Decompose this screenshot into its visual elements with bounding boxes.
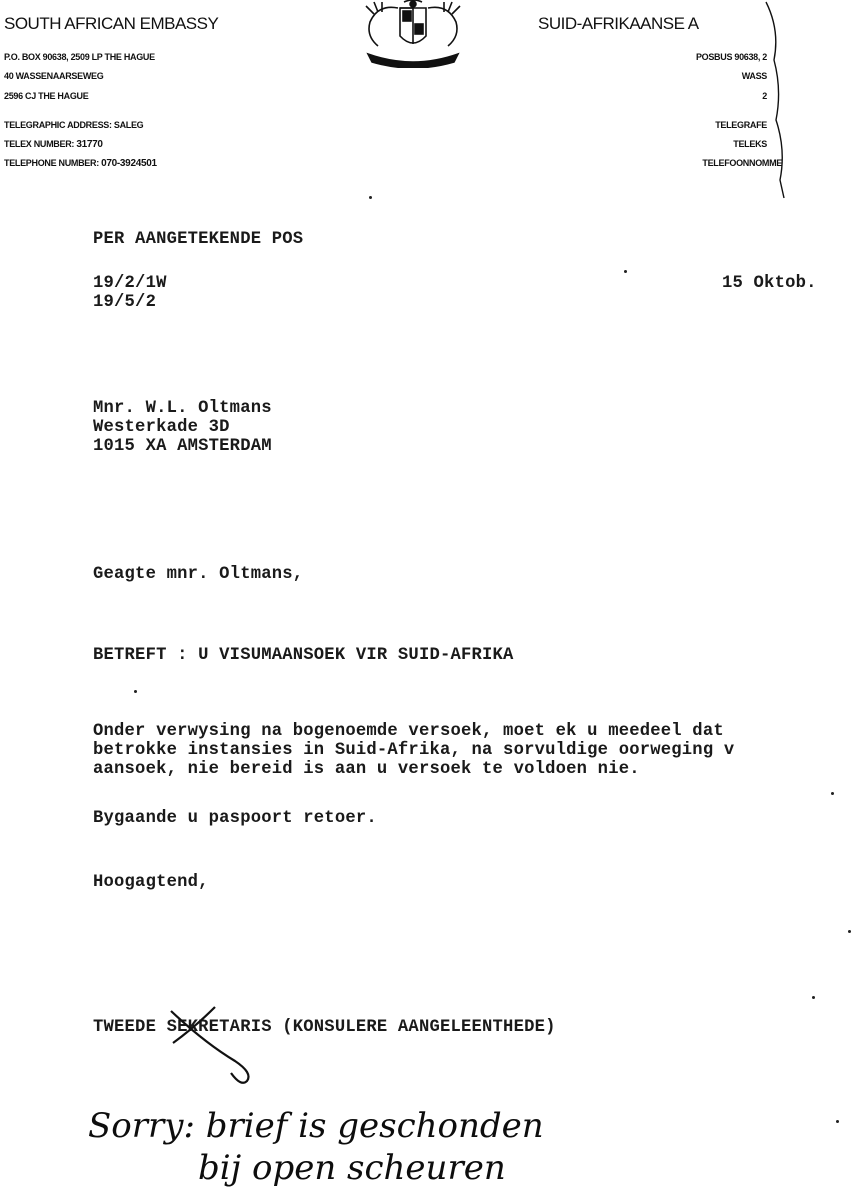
delivery-method: PER AANGETEKENDE POS [93, 230, 304, 249]
scan-speck [812, 996, 815, 999]
letterhead-right-line-2: WASS [741, 71, 767, 81]
reference-2: 19/5/2 [93, 293, 157, 312]
letterhead-phone [4, 158, 157, 169]
telex-label: TELEX NUMBER: [4, 139, 75, 149]
enclosure-line: Bygaande u paspoort retoer. [93, 809, 377, 828]
body-line-2: betrokke instansies in Suid-Afrika, na sorvuldige oorweging v [93, 741, 735, 760]
torn-edge-mark [760, 0, 800, 200]
reference-numbers [93, 274, 167, 312]
recipient-street: Westerkade 3D [93, 418, 230, 437]
handwritten-strike-mark [165, 1003, 265, 1093]
scan-speck [624, 270, 627, 273]
closing: Hoogagtend, [93, 873, 209, 892]
subject-line: BETREFT : U VISUMAANSOEK VIR SUID-AFRIKA [93, 646, 514, 665]
coat-of-arms-icon [348, 0, 478, 68]
recipient-city: 1015 XA AMSTERDAM [93, 437, 272, 456]
letterhead-telegraphic: TELEGRAPHIC ADDRESS: SALEG [4, 120, 144, 130]
letterhead-right-line-6: TELEFOONNOMME [702, 158, 782, 168]
scan-speck [831, 792, 834, 795]
letterhead-title-english: SOUTH AFRICAN EMBASSY [4, 14, 219, 33]
salutation: Geagte mnr. Oltmans, [93, 565, 304, 584]
handwritten-note-line-1: Sorry: brief is geschonden [88, 1106, 544, 1146]
scan-speck [134, 690, 137, 693]
body-paragraph [93, 722, 734, 779]
letterhead-address-line-1: P.O. BOX 90638, 2509 LP THE HAGUE [4, 52, 155, 62]
letterhead-address-line-2: 40 WASSENAARSEWEG [4, 71, 104, 81]
recipient-address [93, 399, 272, 456]
recipient-name: Mnr. W.L. Oltmans [93, 399, 272, 418]
phone-value: 070-3924501 [101, 158, 157, 169]
signature-title: TWEEDE SEKRETARIS (KONSULERE AANGELEENTHEDE) [93, 1018, 556, 1037]
scan-speck [369, 196, 372, 199]
letterhead-telex [4, 139, 103, 150]
letterhead-right-line-5: TELEKS [733, 139, 767, 149]
letterhead-right-line-3: 2 [762, 91, 767, 101]
letterhead-address-line-3: 2596 CJ THE HAGUE [4, 91, 89, 101]
body-line-3: aansoek, nie bereid is aan u versoek te voldoen nie. [93, 760, 640, 779]
telex-value: 31770 [76, 139, 103, 150]
handwritten-note-line-2: bij open scheuren [198, 1148, 506, 1188]
letterhead-right-line-4: TELEGRAFE [715, 120, 767, 130]
scan-speck [836, 1120, 839, 1123]
letterhead-title-afrikaans: SUID-AFRIKAANSE A [538, 14, 699, 33]
letter-date: 15 Oktob. [722, 274, 817, 293]
body-line-1: Onder verwysing na bogenoemde versoek, moet ek u meedeel dat [93, 722, 724, 741]
handwritten-note [88, 1105, 544, 1189]
letterhead-right-line-1: POSBUS 90638, 2 [695, 52, 767, 62]
phone-label: TELEPHONE NUMBER: [4, 158, 99, 168]
scan-speck [848, 930, 851, 933]
reference-1: 19/2/1W [93, 274, 167, 293]
